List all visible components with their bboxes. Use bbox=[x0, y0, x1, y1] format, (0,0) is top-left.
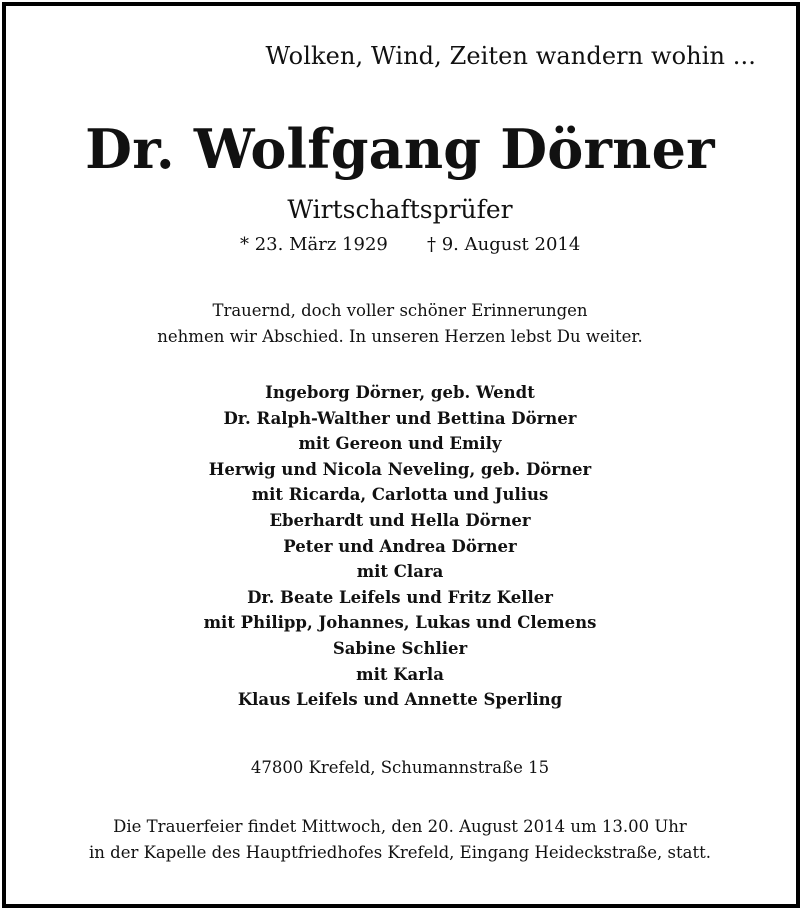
family-member: mit Ricarda, Carlotta und Julius bbox=[251, 485, 549, 505]
family-member: Eberhardt und Hella Dörner bbox=[269, 510, 531, 530]
family-member: Dr. Ralph-Walther und Bettina Dörner bbox=[223, 408, 577, 428]
funeral-info bbox=[0, 814, 800, 866]
family-member: Dr. Beate Leifels und Fritz Keller bbox=[247, 587, 553, 607]
mourning-address: 47800 Krefeld, Schumannstraße 15 bbox=[250, 758, 550, 777]
mourning-text bbox=[0, 298, 800, 350]
family-member: Herwig und Nicola Neveling, geb. Dörner bbox=[208, 459, 592, 479]
motto-text: Wolken, Wind, Zeiten wandern wohin ... bbox=[265, 42, 756, 70]
family-member: mit Karla bbox=[356, 664, 444, 684]
funeral-line: Die Trauerfeier findet Mittwoch, den 20. August 2014 um 13.00 Uhr bbox=[113, 817, 687, 836]
mourning-line: Trauernd, doch voller schöner Erinnerungen bbox=[212, 301, 588, 320]
mourning-line: nehmen wir Abschied. In unseren Herzen lebst Du weiter. bbox=[157, 326, 643, 346]
family-member: Klaus Leifels und Annette Sperling bbox=[237, 690, 563, 710]
deceased-occupation: Wirtschaftsprüfer bbox=[287, 195, 513, 224]
family-member: Sabine Schlier bbox=[332, 638, 468, 658]
family-member: mit Gereon und Emily bbox=[298, 434, 502, 454]
death-date: † 9. August 2014 bbox=[427, 234, 581, 255]
family-member: Ingeborg Dörner, geb. Wendt bbox=[265, 383, 535, 402]
birth-date: * 23. März 1929 bbox=[240, 234, 388, 255]
family-member: Peter und Andrea Dörner bbox=[283, 536, 517, 556]
family-member: mit Clara bbox=[356, 562, 444, 582]
family-list bbox=[0, 380, 800, 713]
family-member: mit Philipp, Johannes, Lukas und Clemens bbox=[203, 613, 597, 633]
funeral-line: in der Kapelle des Hauptfriedhofes Krefeld, Eingang Heideckstraße, statt. bbox=[89, 843, 711, 862]
deceased-name: Dr. Wolfgang Dörner bbox=[85, 117, 715, 181]
